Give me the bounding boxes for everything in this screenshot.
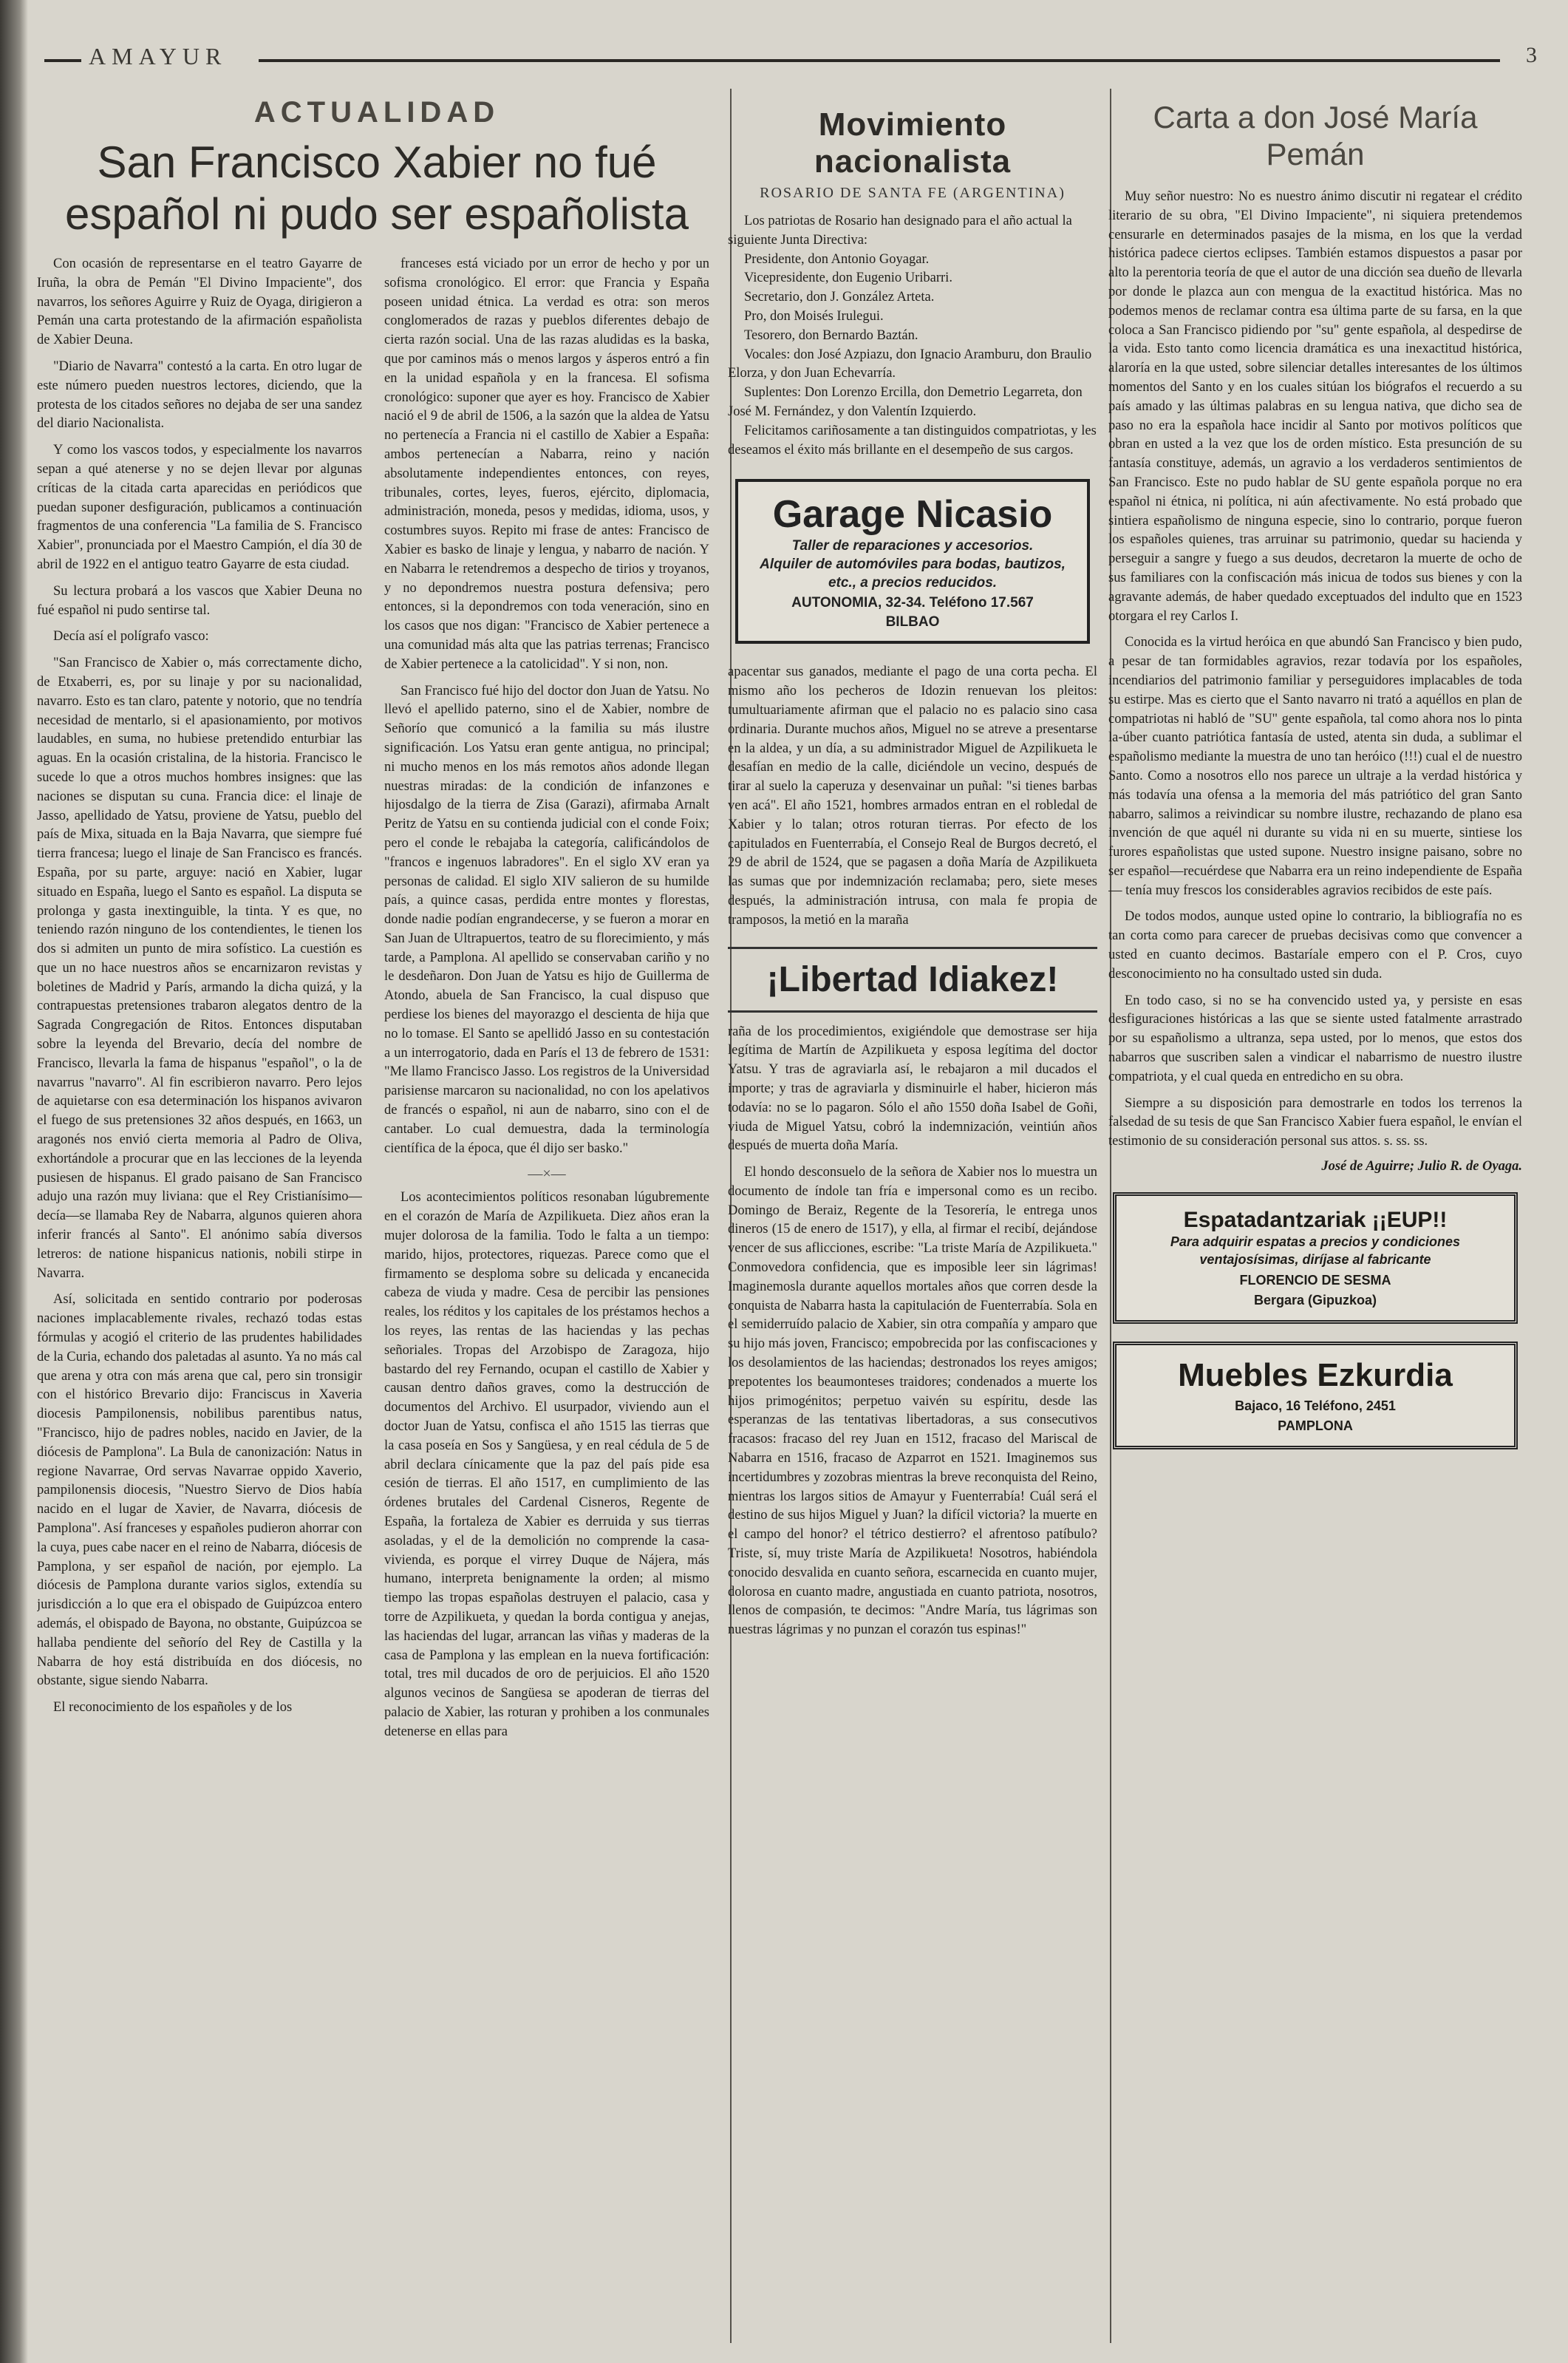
ad-city: PAMPLONA [1278, 1418, 1353, 1434]
ad-line: Alquiler de automóviles para bodas, bautizos, etc., a precios reducidos. [760, 557, 1066, 591]
article-column-right [384, 255, 709, 2356]
junta-list [728, 212, 1097, 460]
ad-address: Bajaco, 16 Teléfono, 2451 [1235, 1398, 1396, 1414]
ad-address: AUTONOMIA, 32-34. Teléfono 17.567 [791, 595, 1034, 611]
paragraph: Decía así el polígrafo vasco: [53, 629, 209, 645]
article-column-left [37, 255, 362, 2356]
ad-garage-nicasio [735, 479, 1090, 644]
junta-member: Presidente, don Antonio Goyagar. [744, 251, 930, 267]
ad-line: Para adquirir espatas a precios y condiciones ventajosísimas, diríjase al fabricante [1170, 1234, 1461, 1268]
ad-city: Bergara (Gipuzkoa) [1253, 1293, 1377, 1308]
section-heading: ACTUALIDAD [253, 96, 500, 129]
libertad-headline: ¡Libertad Idiakez! [728, 947, 1097, 1013]
ad-title: Muebles Ezkurdia [1178, 1357, 1453, 1394]
movimiento-place: ROSARIO DE SANTA FE (ARGENTINA) [760, 185, 1066, 201]
paragraph: Su lectura probará a los vascos que Xabier Deuna no fué español ni pudo sentirse tal. [37, 583, 362, 618]
junta-member: Secretario, don J. González Arteta. [744, 290, 935, 305]
junta-member: Tesorero, don Bernardo Baztán. [744, 327, 918, 343]
masthead-name: AMAYUR [89, 43, 228, 69]
paragraph: franceses está viciado por un error de hecho y por un sofisma cronológico. El error: que Francia y España poseen unidad étnica. La verdad es otra: son meros conglomerados de razas y pueblos diferentes debajo de cierta razón social. Una de las razas aludidas es la baska, que por caminos más o menos largos y ásperos entró a fin en la unidad española y en la francesa. El sofisma cronológico: suponer que ayer es hoy. Francisco de Xabier nació el 9 de abril de 1506, a la sazón que la aldea de Yatsu no pertenecía a Francia ni el castillo de Xabier a España: ambos pertenecían a Nabarra, reino y nación absolutamente independientes entonces, con reyes, tribunales, cortes, leyes, fueros, ejército, diplomacia, administración, moneda, pesos y medidas, idioma, usos, y costumbres suyos. Repito mi frase de antes: Francisco de Xabier es basko de linaje y lengua, y nabarro de nación. Y en Nabarra le retendremos a despecho de tirios y troyanos, y no depondremos nuestra postura defensiva; pero entonces, si la depondremos con toda veneración, sino en los casos que nos digan: "Francisco de Xabier pertenece a una comunidad más alta que las patrias terrenas; Francisco de Xabier pertenece a la catolicidad". Y si non, non. [384, 256, 709, 672]
ad-name: FLORENCIO DE SESMA [1239, 1273, 1391, 1288]
movimiento-title: Movimiento nacionalista [814, 106, 1012, 180]
paragraph: Así, solicitada en sentido contrario por poderosas naciones implacablemente rivales, rechazó todas estas fórmulas y acogió el criterio de las prudentes habilidades de la Curia, echando dos paletadas al asunto. Ya no más cal que arena y otra con más arena que cal, pero sin tronsigir con el histórico Brevario dijo: Franciscus in Xaveria diocesis Pampilonensis, nobilibus parentibus natus, "Francisco, hijo de padres nobles, nacido en Javier, de la diócesis de Pamplona". La Bula de canonización: Natus in regione Navarrae, Ord servas Navarrae oppido Xaverio, pampilonensis diocesis, "Nuestro Siervo de Dios había nacido en el lugar de Xavier, de Navarra, diócesis de Pamplona". Así franceses y españoles pudieron ahorrar con la cuya, pues cabe nacer en el reino de Nabarra, diócesis de Pamplona, y ser español de nación, por ejemplo. La diócesis de Pamplona durante varios siglos, extendía su jurisdicción a lo que era el obispado de Guipúzcoa entero además, el obispado de Bayona, no obstante, Guipúzcoa se hallaba pendiente del señorío del Rey de Castilla y la Nabarra de hoy está distribuída en dos diócesis, no obstante, sigue siendo Nabarra. [37, 1292, 362, 1689]
page-number: 3 [1526, 43, 1537, 67]
junta-member: Pro, don Moisés Irulegui. [744, 308, 884, 324]
signatories: José de Aguirre; Julio R. de Oyaga. [1321, 1159, 1522, 1174]
paragraph: Los acontecimientos políticos resonaban lúgubremente en el corazón de María de Azpilikueta. Diez años eran la mujer dolorosa de la familia. Todo le falta a un tiempo: marido, hijos, protectores, riquezas. Parece como que el firmamento se desploma sobre su delicada y encanecida cabeza de viuda y madre. Cesa de percibir las pensiones reales, los réditos y los capitales de los préstamos hechos a los reyes, las rentas de las haciendas y las pechas señoriales. Tropas del Arzobispo de Zaragoza, hijo bastardo del rey Fernando, ocupan el castillo de Xabier y causan dentro daños graves, como la destrucción de documentos del Archivo. El usurpador, viviendo aun el doctor Juan de Yatsu, confisca el año 1515 las tierras que la casa poseía en Sos y Sangüesa, y en real cédula de 5 de abril declara cínicamente que la paz del país pide esa cesión de tierras. El año 1517, en cumplimiento de las órdenes brutales del Cardenal Cisneros, Regente de España, la fortaleza de Xabier es derruida y sus tierras asoladas, y el de la demolición no comprende la casa-vivienda, es porque el virrey Duque de Nájera, más humano, interpreta benignamente la orden; al mismo tiempo las tropas españolas destruyen el palacio, casa y torre de Azpilikueta, y quedan la borda contigua y anejas, las haciendas del lugar, arrancan las viñas y maderas de la casa de Pamplona y las emplean en la nueva fortificación: total, tres mil ducados de oro de perjuicios. El año 1520 algunos vecinos de Sangüesa se apoderan de tierras del palacio de Xabier, las roturan y prohiben a los conmunales detenerse en ellas para [384, 1190, 709, 1739]
paragraph: San Francisco fué hijo del doctor don Juan de Yatsu. No llevó el apellido paterno, sino el de Xabier, nombre de Señorío que comunicó a la familia su más ilustre significación. Los Yatsu eran gente antigua, no principal; ni mucho menos en los más remotos años adonde llegan nuestras miradas: de la condición de infanzones e hijosdalgo de la tierra de Zisa (Garazi), afirmaba Arnalt Peritz de Yatsu en su contienda judicial con el conde Foix; pero el conde le rebajaba la categoría, calificándolos de "francos e ingenuos labradores". En el siglo XV eran ya personas de calidad. El siglo XIV salieron de su humilde país, a quince casas, perdida entre montes y florestas, donde nadie podían engrandecerse, y se fueron a morar en San Juan de Ultrapuertos, teatro de su florecimiento, y más tarde, a Pamplona. Al apellido se conservaban cariño y no le desdeñaron. Don Juan de Yatsu es hijo de Guillerma de Atondo, abuela de San Francisco, la cual dispuso que perdiese los bienes del mayorazgo el descienta de hija que no lo tomase. El Santo se apellidó Jasso en su contestación a un interrogatorio, dada en París el 13 de febrero de 1531: "Me llamo Francisco Jasso. Los registros de la Universidad parisiense marcaron su nacionalidad, no con los apelativos de francés o español, ni aun de nabarro, sino con el de cantaber. Lo cual demuestra, dada la terminología científica de la época, que él dijo ser basko." [384, 683, 709, 1156]
paragraph: Y como los vascos todos, y especialmente los navarros sepan a qué atenerse y no se dejen llevar por algunas críticas de la citada carta aparecidas en periódicos que puedan suponer desfiguración, publicamos a continuación fragmentos de una conferencia "La familia de S. Francisco Xabier", pronunciada por el Maestro Campión, el día 30 de abril de 1922 en el antiguo teatro Gayarre de esta ciudad. [37, 443, 362, 572]
article-san-francisco [37, 80, 717, 2356]
ad-city: BILBAO [885, 614, 940, 630]
paragraph: Siempre a su disposición para demostrarle en todos los terrenos la falsedad de su tesis de que San Francisco Xabier fuera español, le envían el testimonio de su consideración personal sus attos. s. ss. ss. [1108, 1095, 1522, 1149]
paragraph: "Diario de Navarra" contestó a la carta. En otro lugar de este número pueden nuestros lectores, diciendo, que la protesta de los citados señores no dejaba de ser una sandez del diario Nacionalista. [37, 358, 362, 432]
paragraph: El hondo desconsuelo de la señora de Xabier nos lo muestra un documento de índole tan fría e impersonal como es un recibo. Domingo de Beraiz, Regente de la Tesorería, le entrega unos dineros (15 de enero de 1517), y ella, al firmar el recibí, dejándose vencer de sus aflicciones, escribe: "La triste María de Azpilikueta." Conmovedora confidencia, que es imposible leer sin lágrimas! Imaginemosla durante aquellos mortales años que corren desde la conquista de Nabarra hasta la capitulación de Fuenterrabía. Sola en el semiderruído palacio de Xabier, sin otra compañía y amparo que su hijo más joven, Francisco; empobrecida por las confiscaciones y los desolamientos de las haciendas; destronados los reyes amigos; prepotentes los beaumonteses traidores; condenados a muerte los hijos primogénitos; perpetuo vaivén su espíritu, desde las esperanzas de las tentativas libertadoras, a sus consecutivos fracasos: fracaso del rey Juan en 1512, fracaso del Mariscal de Nabarra en 1516, fracaso de Azparrot en 1521. Imaginemos sus incertidumbres y zozobras mientras la breve reconquista del Reino, mientras los largos sitios de Amayur y Fuenterrabía! Cuál será el destino de sus hijos Miguel y Juan? la difícil victoria? la muerte en el campo del honor? el tétrico destierro? el afrentoso patíbulo? Triste, sí, muy triste María de Azpilikueta! Nosotros, habiéndola conocido desvalida en cuanto señora, escarnecida en cuanto mujer, dolorosa en cuanto madre, angustiada en cuanto patriota, nosotros, llenos de compasión, te decimos: "Andre María, tus lágrimas son nuestras lágrimas y no punzan el corazón tus espinas!" [728, 1165, 1097, 1638]
paragraph: Con ocasión de representarse en el teatro Gayarre de Iruña, la obra de Pemán "El Divino Impaciente", dos navarros, los señores Aguirre y Ruiz de Oyaga, dirigieron a Pemán una carta protestando de la afirmación españolista de Xabier Deuna. [37, 256, 362, 348]
ad-line: Taller de reparaciones y accesorios. [791, 538, 1034, 554]
paragraph: raña de los procedimientos, exigiéndole que demostrase ser hija legítima de Martín de Azpilikueta y esposa legítima del doctor Yatsu. Y tras de agraviarla así, le rebajaron a mil ducados el importe; y tras de agraviarla y disminuirle el haber, hicieron más todavía: no se lo pagaron. Sólo el año 1550 doña Isabel de Goñi, viuda de Miguel Yatsu, cobró la indemnización, veintiún años después de muerta doña María. [728, 1024, 1097, 1154]
paragraph: El reconocimiento de los españoles y de los [53, 1700, 293, 1716]
carta-column [1108, 80, 1522, 2356]
masthead-left-rule [44, 59, 81, 62]
section-divider: —×— [528, 1166, 566, 1183]
article-title: San Francisco Xabier no fué español ni pudo ser españolista [65, 137, 689, 239]
ad-muebles-ezkurdia [1113, 1342, 1518, 1449]
newspaper-page [15, 0, 1568, 2363]
ad-title: Garage Nicasio [772, 493, 1053, 537]
junta-member: Vocales: don José Azpiazu, don Ignacio Aramburu, don Braulio Elorza, y don Juan Echevarría. [728, 347, 1092, 381]
paragraph: "San Francisco de Xabier o, más correctamente dicho, de Etxaberri, es, por su linaje y por su nacionalidad, navarro. Esto es tan claro, patente y notorio, que no tendría necesidad de mentarlo, si el apasionamiento, por motivos laudables, en suma, no hubiese pretendido enturbiar las aguas. En la ocasión cristalina, de la historia. Francisco le sucede lo que a otros muchos hombres insignes: que las naciones se disputan su cuna. Francia dice: el linaje de Jasso, apellidado de Yatsu, proviene de Yatsu, pueblo del país de Mixa, situada en la Baja Navarra, que siempre fué tierra francesa; luego el linaje de San Francisco es francés. España, por su parte, arguye: nació en Xabier, lugar situado en España, luego el Santo es español. La disputa se prolonga y gasta inextinguible, la tinta. Y es que, no teniendo razón ninguno de los contendientes, le tienen los dos si admiten un punto de mira sofístico. La cuestión es que un no hace nuestros años se encarnizaron revistas y boletines de Madrid y París, armando la dicha quizá, y la contrapuestas pretensiones trabaron alegatos dentro de la Sagrada Congregación de Ritos. Entonces disputaban sobre la leyenda del Brevario, decía del nombre de Francisco, llevarla la fama de hispanus "español", o la de navarrus "navarro". Al fin escribieron navarro. Pero lejos de aquietarse con esa determinación los hispanos avivaron el fuego de sus pretensiones 32 años después, en 1663, un aragonés nos envió cierta memoria al Padro de Oliva, exhortándole a procurar que en las lecciones de la leyenda pusiesen de hispanus. El grado paisano de San Francisco adujo una razón muy liviana: que el Rey Cristianísimo—decía—se llamaba Rey de Nabarra, algunos quieren ahora inferir francés al Santo". El anónimo sabía diversos letreros: de natione hispanicus nationis, nobili stirpe in Navarra. [37, 656, 362, 1281]
paragraph: De todos modos, aunque usted opine lo contrario, la bibliografía no es tan corta como para carecer de pruebas decisivas como que convencer a usted en cuanto decimos. Bastaríale empero con el P. Cros, cuyo desconocimiento no ha consultado usted sin duda. [1108, 909, 1522, 982]
ad-espatadantzariak [1113, 1192, 1518, 1324]
middle-column [728, 80, 1097, 2356]
junta-member: Suplentes: Don Lorenzo Ercilla, don Demetrio Legarreta, don José M. Fernández, y don Valentín Izquierdo. [728, 385, 1083, 419]
paragraph: Conocida es la virtud heróica en que abundó San Francisco y bien pudo, a pesar de tan formidables agravios, rezar todavía por los españoles, incendiarios del patrimonio familiar y perseguidores implacables de toda su estirpe. Mas es cierto que el Santo navarro ni trató a aquéllos en plan de compatriotas ni habló de "SU" gente española, tal como ahora nos lo pinta la-úber cuanto patriótica fantasía de usted, atenta sin duda, a sublimar el españolismo mediante la muestra de uno tan heróico (!!!) cual el de nuestro Santo. Como a nosotros ello nos parece un ultraje a la verdad histórica y más todavía una ofensa a la memoria del más patriótico del gran Santo nabarro, salimos a reivindicar su nombre ilustre, rechazando de plano esa invención de que aquél ni durante su vida ni en su muerte, sintiese los furores españolistas que usted supone. Nuestro insigne paisano, sobre no ser español—recuérdese que Nabarra era un reino independiente de España— tenía muy frescos los considerables agravios recibidos de este país. [1108, 635, 1522, 898]
junta-member: Vicepresidente, don Eugenio Uribarri. [744, 271, 952, 286]
junta-intro: Los patriotas de Rosario han designado para el año actual la siguiente Junta Directiva: [728, 214, 1072, 248]
paragraph: Muy señor nuestro: No es nuestro ánimo discutir ni regatear el crédito literario de su obra, "El Divino Impaciente", ni siquiera pretendemos censurarle en determinados pasajes de la misma, en los que la verdad histórica padece ciertos eclipses. También estamos dispuestos a pasar por alto la perentoria teoría de que el autor de una dicción sea dueño de llevarla por donde le plazca aun con mengua de la exactitud histórica. Mas no podemos menos de reclamar contra esa última parte de su farsa, en la que coloca a San Francisco pidiendo por "su" gente española, al despedirse de la vida. Esto tanto como licencia dramática es una inexactitud histórica, alaroría en la que usted, sobre silenciar detalles interesantes de los últimos momentos del Santo y en los cuales sitúan los biógrafos el recuerdo a su país amado y las últimas palabras en su lengua nativa, que dicho sea de paso no era la española hace incidir al Santo por motivos políticos que obran en usted a la vez que los de orden místico. Esta presunción de su fantasía constituye, además, un agravio a los verdaderos sentimientos de San Francisco. Este no pudo hablar de SU gente española porque no era español ni étnica, ni política, ni aún afectivamente. No está probado que sintiera españolismo de ninguna especie, sino lo contrario, porque fueron los españoles quienes, tras arruinar su patrimonio, quedar su hacienda y perseguir a sangre y fuego a sus deudos, decretaron la muerte de ocho de sus familiares con la confiscación más inicua de todos sus bienes y con la agravante además, de haber quedado exceptuados del indulto que en 1523 otorgara el rey Carlos I. [1108, 189, 1522, 624]
article-body [37, 255, 717, 2356]
masthead-rule [259, 59, 1500, 62]
paragraph: apacentar sus ganados, mediante el pago de una corta pecha. El mismo año los pecheros de Idozin renuevan los pleitos: tumultuariamente afirman que el palacio no es palacio sino casa ordinaria. Durante muchos años, Miguel no se atreve a presentarse en la aldea, y un día, a su administrador Miguel de Azpilikueta le desafían en medio de la calle, diciéndole un vecino, después de tirar al suelo la caperuza y desenvainar un puñal: "si tienes barbas ven acá". El año 1521, hombres armados entran en el robledal de Xabier y lo talan; otros roturan tierras. Por efecto de los capitulados en Fuenterrabía, el Consejo Real de Burgos decretó, el 29 de abril de 1524, que se pagasen a doña María de Azpilikueta las sumas que por indemnización reclamaba; pero, siete meses después, la administración intrusa, con mala fe propia de tramposos, la metió en la maraña [728, 664, 1097, 928]
ad-title: Espatadantzariak ¡¡EUP!! [1183, 1208, 1448, 1233]
masthead [44, 43, 1552, 72]
junta-closing: Felicitamos cariñosamente a tan distinguidos compatriotas, y les deseamos el éxito más brillante en el desempeño de sus cargos. [728, 423, 1097, 458]
paragraph: En todo caso, si no se ha convencido usted ya, y persiste en esas desfiguraciones históricas a las que se siente usted fatalmente arrastrado por su españolismo a ultranza, sepa usted, por lo menos, que estos dos nabarros que suscriben salen a vindicar el nabarrismo de nuestro ilustre compatriota, y el cual queda en entredicho en su obra. [1108, 993, 1522, 1084]
carta-title: Carta a don José María Pemán [1153, 100, 1478, 171]
